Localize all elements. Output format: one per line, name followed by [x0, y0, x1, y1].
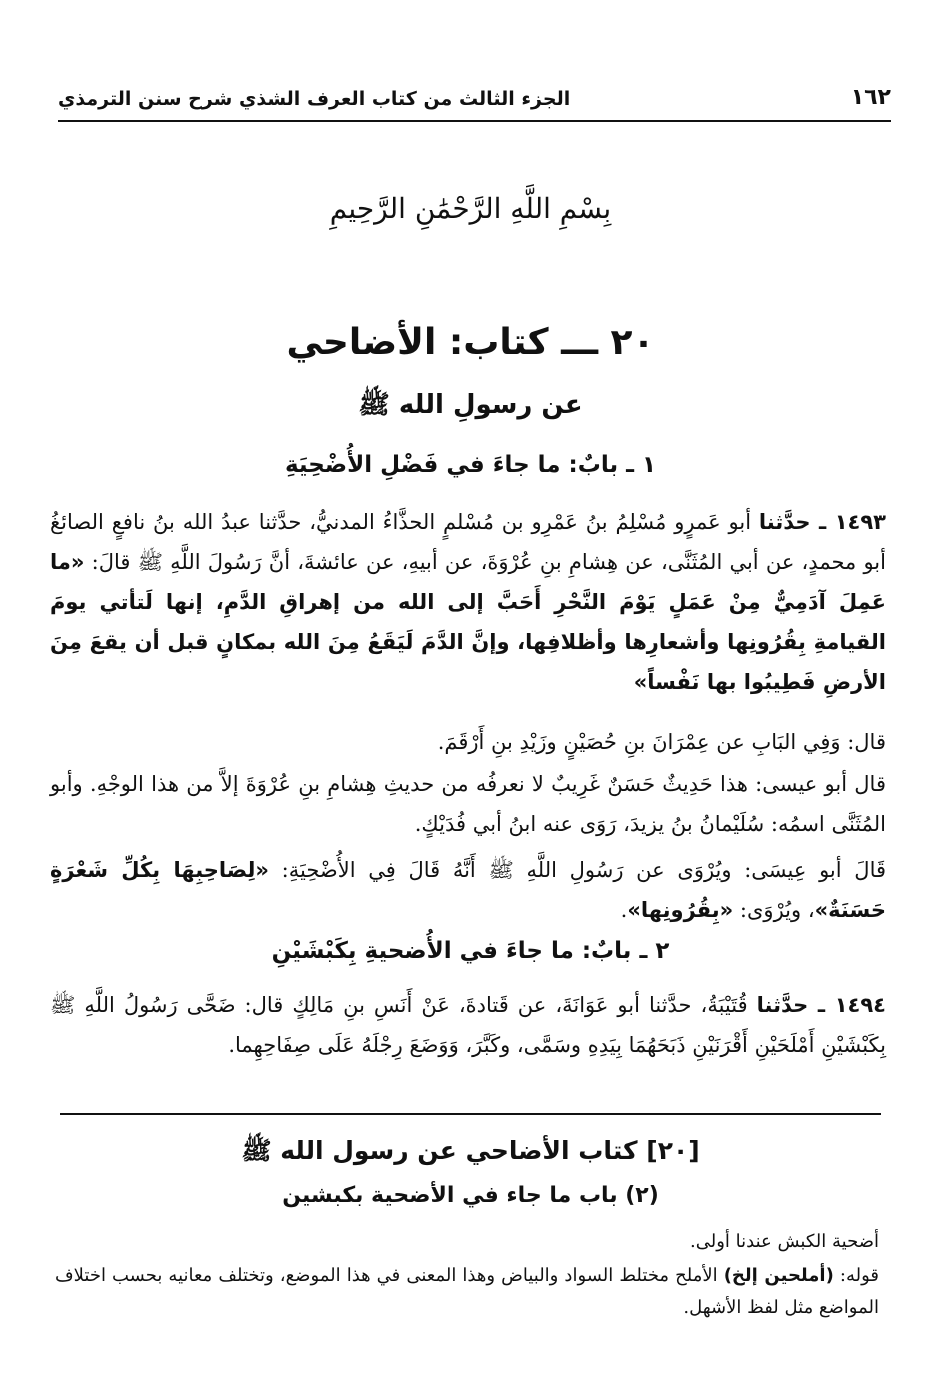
running-title: الجزء الثالث من كتاب العرف الشذي شرح سنن الترمذي [58, 88, 571, 110]
commentary-title: [٢٠] كتاب الأضاحي عن رسول الله ﷺ [241, 1136, 700, 1165]
chapter-2-title: ٢ ـ بابٌ: ما جاءَ في الأُضحيةِ بِكَبْشَيْنِ [271, 938, 670, 964]
hadith-chain: أبو عَمرٍو مُسْلِمُ بنُ عَمْرِو بن مُسْلمٍ الحذَّاءُ المدنيُّ، حدَّثنا عبدُ الله بنُ نافعٍ الصائغُ أبو محمدٍ، عن أبي المُثَنَّى، عن هِشامِ بنِ عُرْوَةَ، عن أبيهِ، عن عائشةَ، أنَّ رَسُولَ اللَّهِ ﷺ قالَ: [50, 510, 886, 574]
paragraph-bab: قال: وَفِي البَابِ عن عِمْرَانَ بنِ حُصَيْنٍ وزَيْدِ بنِ أَرْقَمَ. [437, 730, 886, 754]
hadith-1493 [50, 502, 886, 702]
paragraph-yurwa-intro: قَالَ أبو عِيسَى: ويُرْوَى عن رَسُولِ اللَّهِ ﷺ أَنَّهُ قَالَ فِي الأُضْحِيَةِ: [281, 858, 887, 882]
hadith-number: ١٤٩٣ ـ حدَّثنا [758, 510, 886, 534]
commentary-note-2 [55, 1260, 879, 1324]
book-title: ٢٠ ـــ كتاب: الأضاحي [286, 322, 655, 363]
hadith-text: قُتَيْبَةُ، حدَّثنا أبو عَوَانَةَ، عن قَتادةَ، عَنْ أَنَسِ بنِ مَالِكٍ قال: ضَحَّى رَسُولُ اللَّهِ ﷺ بِكَبْشَيْنِ أَمْلَحَيْنِ أَقْرَنَيْنِ ذَبَحَهُمَا بِيَدِهِ وسَمَّى، وكَبَّرَ، وَوَضَعَ رِجْلَهُ عَلَى صِفَاحِهِما. [50, 993, 886, 1057]
basmala: بِسْمِ اللَّهِ الرَّحْمَٰنِ الرَّحِيمِ [329, 192, 612, 225]
hadith-1494 [50, 985, 886, 1065]
note-intro: قوله: [839, 1265, 879, 1286]
paragraph-yurwa-end: . [620, 898, 628, 922]
hadith-number: ١٤٩٤ ـ حدَّثنا [756, 993, 886, 1017]
page-header [58, 78, 891, 122]
footnote-divider [60, 1113, 881, 1115]
note-text: الأملح مختلط السواد والبياض وهذا المعنى في هذا الموضع، وتختلف معانيه بحسب اختلاف المواضع مثل لفظ الأشهل. [55, 1265, 879, 1318]
paragraph-yurwa-mid: ، ويُرْوَى: [739, 898, 815, 922]
quote-sahibiha: «لِصَاحِبِهَا بِكُلِّ شَعْرَةٍ حَسَنَةٌ» [50, 858, 886, 922]
page-number: ١٦٢ [850, 85, 891, 110]
paragraph-abu-isa: قال أبو عيسى: هذا حَدِيثٌ حَسَنٌ غَرِيبٌ لا نعرفُه من حديثِ هِشامِ بنِ عُرْوَةَ إلاَّ من هذا الوجْهِ. وأبو المُثَنَّى اسمُه: سُلَيْمانُ بنُ يزيدَ، رَوَى عنه ابنُ أبي فُدَيْكٍ. [50, 772, 886, 836]
paragraph-yurwa [50, 850, 886, 930]
quote-quruniha: «بِقُرُونِها» [627, 898, 734, 922]
hadith-text: «ما عَمِلَ آدَمِيٌّ مِنْ عَمَلٍ يَوْمَ النَّحْرِ أَحَبَّ إلى الله من إهراقِ الدَّمِ، إنها لَتأتي يومَ القيامةِ بِقُرُونِها وأشعارِها وأظلافِها، وإنَّ الدَّمَ لَيَقَعُ مِنَ الله بمكانٍ قبل أن يقعَ مِنَ الأرضِ فَطِيبُوا بها نَفْساً» [50, 550, 886, 694]
chapter-1-title: ١ ـ بابٌ: ما جاءَ في فَضْلِ الأُضْحِيَةِ [284, 452, 657, 478]
note-term: (أملحين إلخ) [723, 1265, 834, 1286]
commentary-subtitle: (٢) باب ما جاء في الأضحية بكبشين [282, 1183, 659, 1208]
book-subtitle: عن رسولِ الله ﷺ [358, 390, 583, 420]
commentary-note-1: أضحية الكبش عندنا أولى. [690, 1231, 879, 1252]
